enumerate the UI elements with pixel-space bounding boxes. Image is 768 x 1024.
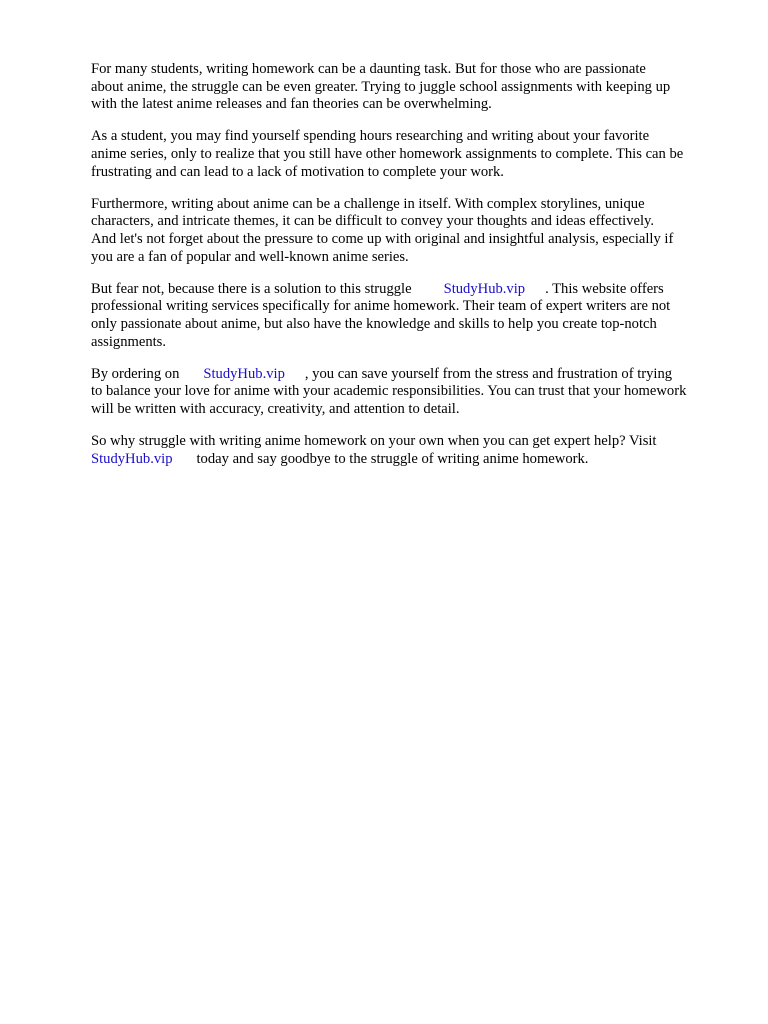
studyhub-link-3[interactable]: StudyHub.vip [91, 450, 173, 467]
paragraph-solution [91, 281, 731, 351]
paragraph-solution-text-start: But fear not, because there is a solution to this struggle [91, 280, 412, 297]
document-body [91, 61, 731, 483]
paragraph-closing-text-start: So why struggle with writing anime homework on your own when you can get expert help? Visit [91, 433, 657, 450]
paragraph-solution-text-end: . This website offers professional writing services specifically for anime homework. Their team of expert writers are not only passionate about anime, but also have the knowledge and skills to help you create top-notch assignments. [91, 280, 671, 350]
paragraph-challenge: Furthermore, writing about anime can be a challenge in itself. With complex storylines, unique characters, and intricate themes, it can be difficult to convey your thoughts and ideas effectively. And let's not forget about the pressure to come up with original and insightful analysis, especially if you are a fan of popular and well-known anime series. [91, 195, 674, 265]
paragraph-ordering [91, 366, 731, 419]
paragraph-intro: For many students, writing homework can be a daunting task. But for those who are passionate about anime, the struggle can be even greater. Trying to juggle school assignments with keeping up with the latest anime releases and fan theories can be overwhelming. [91, 61, 671, 113]
paragraph-closing [91, 433, 731, 468]
studyhub-link-1[interactable]: StudyHub.vip [443, 280, 526, 297]
studyhub-link-2[interactable]: StudyHub.vip [203, 365, 285, 382]
paragraph-ordering-text-end: , you can save yourself from the stress and frustration of trying to balance your love for anime with your academic responsibilities. You can trust that your homework will be written with accuracy, creativity, and attention to detail. [91, 365, 687, 417]
paragraph-student-time: As a student, you may find yourself spending hours researching and writing about your favorite anime series, only to realize that you still have other homework assignments to complete. This can be frustrating and can lead to a lack of motivation to complete your work. [91, 128, 684, 180]
paragraph-ordering-text-start: By ordering on [91, 365, 180, 382]
paragraph-closing-text-end: today and say goodbye to the struggle of writing anime homework. [196, 450, 589, 467]
